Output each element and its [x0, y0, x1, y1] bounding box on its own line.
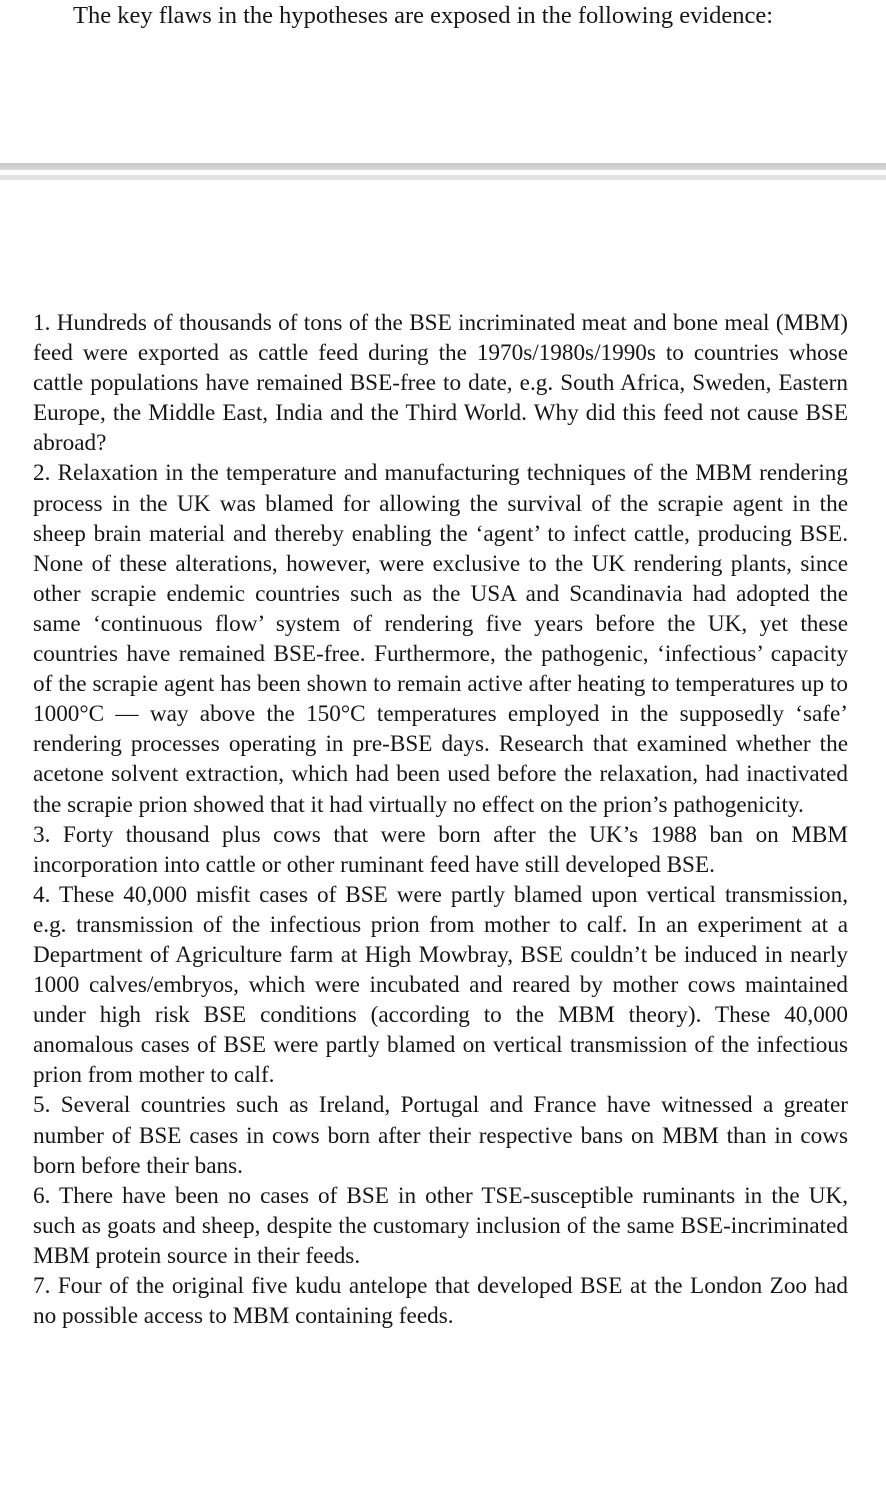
- evidence-item-7: 7. Four of the original five kudu antelope that developed BSE at the London Zoo had no possible access to MBM containing feeds.: [33, 1273, 848, 1330]
- page-heading: The key flaws in the hypotheses are exposed in the following evidence:: [73, 2, 774, 29]
- evidence-item-5: 5. Several countries such as Ireland, Portugal and France have witnessed a greater number of BSE cases in cows born after their respective bans on MBM than in cows born before their bans.: [33, 1092, 848, 1179]
- evidence-item-4: 4. These 40,000 misfit cases of BSE were partly blamed upon vertical transmission, e.g. transmission of the infectious prion from mother to calf. In an experiment at a Department of Agriculture farm at High Mowbray, BSE couldn’t be induced in nearly 1000 calves/embryos, which were incubated and reared by mother cows maintained under high risk BSE conditions (according to the MBM theory). These 40,000 anomalous cases of BSE were partly blamed on vertical transmission of the infectious prion from mother to calf.: [33, 881, 848, 1089]
- section-divider: [0, 163, 886, 170]
- evidence-item-1: 1. Hundreds of thousands of tons of the BSE incriminated meat and bone meal (MBM) feed were exported as cattle feed during the 1970s/1980s/1990s to countries whose cattle populations have remained BSE-free to date, e.g. South Africa, Sweden, Eastern Europe, the Middle East, India and the Third World. Why did this feed not cause BSE abroad?: [33, 310, 848, 457]
- evidence-item-2: 2. Relaxation in the temperature and manufacturing techniques of the MBM rendering process in the UK was blamed for allowing the survival of the scrapie agent in the sheep brain material and thereby enabling the ‘agent’ to infect cattle, producing BSE. None of these alterations, however, were exclusive to the UK rendering plants, since other scrapie endemic countries such as the USA and Scandinavia had adopted the same ‘continuous flow’ system of rendering five years before the UK, yet these countries have remained BSE-free. Furthermore, the pathogenic, ‘infectious’ capacity of the scrapie agent has been shown to remain active after heating to temperatures up to 1000°C — way above the 150°C temperatures employed in the supposedly ‘safe’ rendering processes operating in pre-BSE days. Research that examined whether the acetone solvent extraction, which had been used before the relaxation, had inactivated the scrapie prion showed that it had virtually no effect on the prion’s pathogenicity.: [33, 460, 848, 818]
- evidence-item-3: 3. Forty thousand plus cows that were born after the UK’s 1988 ban on MBM incorporation into cattle or other ruminant feed have still developed BSE.: [33, 821, 848, 878]
- section-divider-shadow: [0, 175, 886, 180]
- evidence-item-6: 6. There have been no cases of BSE in other TSE-susceptible ruminants in the UK, such as goats and sheep, despite the customary inclusion of the same BSE-incriminated MBM protein source in their feeds.: [33, 1182, 848, 1269]
- evidence-list: [33, 308, 848, 1331]
